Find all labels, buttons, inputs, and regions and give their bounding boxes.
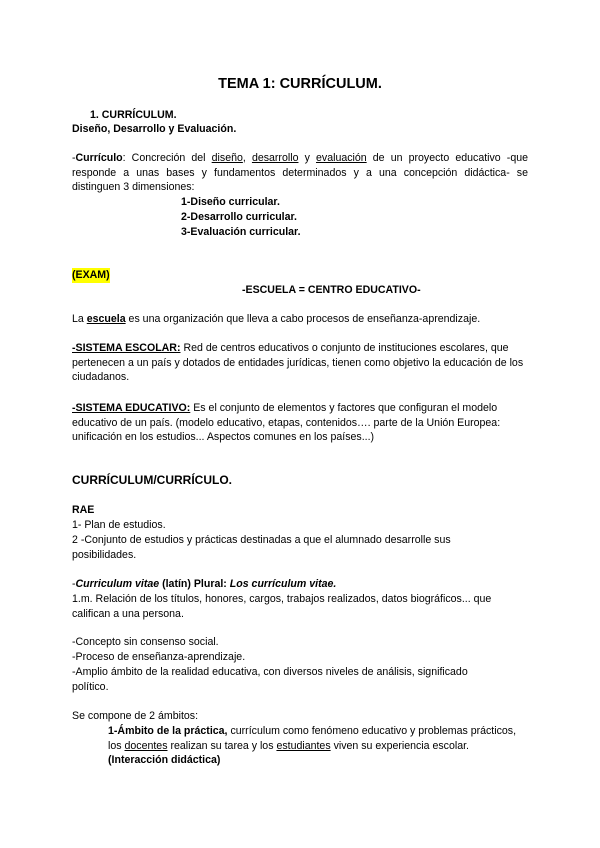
sistema-escolar-term: -SISTEMA ESCOLAR: xyxy=(72,342,181,354)
section-heading-curriculum: 1. CURRÍCULUM. xyxy=(90,109,177,121)
list-item: -Proceso de enseñanza-aprendizaje. xyxy=(72,651,246,663)
sistema-escolar-paragraph: -SISTEMA ESCOLAR: Red de centros educativos o conjunto de instituciones escolares, que pertenecen a un país y dotados de entidades jurídicas, tienen como objetivo la educación de los ciudadanos. xyxy=(72,342,524,384)
escuela-heading: -ESCUELA = CENTRO EDUCATIVO- xyxy=(242,284,421,296)
interaccion-didactica: (Interacción didáctica) xyxy=(108,754,221,767)
sistema-educativo-paragraph: -SISTEMA EDUCATIVO: Es el conjunto de elementos y factores que configuran el modelo educativo de un país. (modelo educativo, etapas, contenidos…. parte de la Unión Europea: unificación en los estudios... Aspectos comunes en los países...) xyxy=(72,402,501,444)
curriculo-term: Currículo xyxy=(75,152,123,164)
estudiantes-word: estudiantes xyxy=(276,739,331,752)
rae-definition-1: 1- Plan de estudios. xyxy=(72,519,166,531)
dimension-item: 2-Desarrollo curricular. xyxy=(181,211,297,223)
desarrollo-word: desarrollo xyxy=(251,152,299,164)
escuela-term: escuela xyxy=(86,313,126,325)
section-subheading: Diseño, Desarrollo y Evaluación. xyxy=(72,123,237,135)
escuela-paragraph: La escuela es una organización que lleva a cabo procesos de enseñanza-aprendizaje. xyxy=(72,313,481,325)
curriculo-paragraph: -Currículo: Concreción del diseño, desarrollo y evaluación de un proyecto educativo -que responde a unas bases y fundamentos determinados y a una concepción didáctica- se distinguen 3 dimensiones: xyxy=(72,152,529,194)
list-item: -Amplio ámbito de la realidad educativa, con diversos niveles de análisis, significado político. xyxy=(72,666,468,693)
ambitos-intro: Se compone de 2 ámbitos: xyxy=(72,710,199,722)
ambito-practica-label: 1-Ámbito de la práctica, xyxy=(108,725,228,737)
dimension-item: 1-Diseño curricular. xyxy=(181,196,280,208)
sistema-educativo-term: -SISTEMA EDUCATIVO: xyxy=(72,402,191,414)
section-heading-curriculo: CURRÍCULUM/CURRÍCULO. xyxy=(72,473,232,487)
document-title: TEMA 1: CURRÍCULUM. xyxy=(218,76,382,92)
exam-tag: (EXAM) xyxy=(72,269,110,281)
list-item: -Concepto sin consenso social. xyxy=(72,636,219,648)
rae-definition-2: 2 -Conjunto de estudios y prácticas destinadas a que el alumnado desarrolle sus posibilidades. xyxy=(72,534,451,561)
rae-label: RAE xyxy=(72,504,95,516)
docentes-word: docentes xyxy=(124,739,168,752)
ambito-practica-paragraph: 1-Ámbito de la práctica, currículum como fenómeno educativo y problemas prácticos, los docentes realizan su tarea y los estudiantes viven su experiencia escolar. (Interacción didáctica) xyxy=(108,725,517,767)
diseno-word: diseño xyxy=(211,152,243,164)
curriculum-vitae-line: -Curriculum vitae (latín) Plural: Los currículum vitae. xyxy=(72,578,337,590)
curriculum-vitae-definition: 1.m. Relación de los títulos, honores, cargos, trabajos realizados, datos biográficos... que califican a una persona. xyxy=(72,593,492,620)
evaluacion-word: evaluación xyxy=(316,152,367,164)
dimension-item: 3-Evaluación curricular. xyxy=(181,226,301,238)
